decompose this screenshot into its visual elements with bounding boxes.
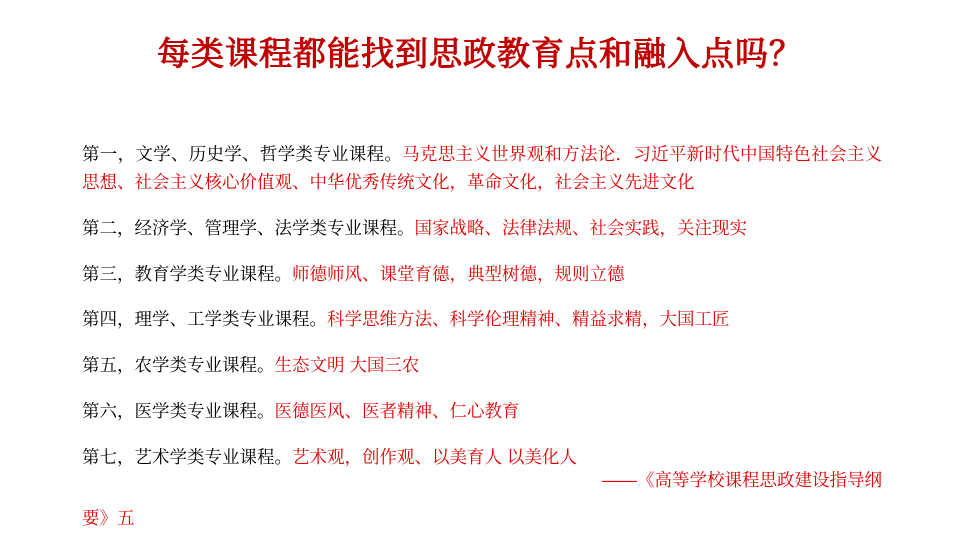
source-citation-line-2: 要》五 — [82, 508, 135, 529]
paragraph-6-highlight: 医德医风、医者精神、仁心教育 — [274, 401, 520, 422]
paragraph-4-lead: 第四，理学、工学类专业课程。 — [82, 309, 327, 330]
paragraph-7-lead: 第七，艺术学类专业课程。 — [82, 446, 292, 467]
source-citation — [82, 466, 882, 533]
paragraph-7-highlight: 艺术观，创作观、以美育人 以美化人 — [292, 446, 577, 467]
paragraph-5-lead: 第五，农学类专业课程。 — [82, 355, 275, 376]
paragraph-1-highlight: 马克思主义世界观和方法论．习近平新时代中国特色社会主义思想、社会主义核心价值观、中华优秀传统文化，革命文化，社会主义先进文化 — [82, 143, 883, 192]
paragraph-5-highlight: 生态文明 大国三农 — [274, 355, 420, 376]
paragraph-3-lead: 第三，教育学类专业课程。 — [82, 263, 292, 284]
paragraph-6-lead: 第六，医学类专业课程。 — [82, 401, 275, 422]
paragraph-1 — [82, 140, 882, 197]
paragraph-2-highlight: 国家战略、法律法规、社会实践，关注现实 — [414, 217, 747, 238]
paragraph-2 — [82, 214, 882, 242]
paragraph-6 — [82, 397, 882, 425]
paragraph-2-lead: 第二，经济学、管理学、法学类专业课程。 — [82, 217, 415, 238]
paragraph-3-highlight: 师德师风、课堂育德，典型树德，规则立德 — [292, 263, 625, 284]
paragraph-5 — [82, 351, 882, 379]
source-citation-line-1: ——《高等学校课程思政建设指导纲 — [602, 470, 882, 490]
paragraph-1-lead: 第一，文学、历史学、哲学类专业课程。 — [82, 143, 403, 164]
paragraph-4-highlight: 科学思维方法、科学伦理精神、精益求精，大国工匠 — [327, 309, 730, 330]
paragraph-3 — [82, 260, 882, 288]
page-title: 每类课程都能找到思政教育点和融入点吗？ — [157, 35, 803, 72]
paragraph-4 — [82, 305, 882, 333]
content-body — [82, 122, 882, 484]
